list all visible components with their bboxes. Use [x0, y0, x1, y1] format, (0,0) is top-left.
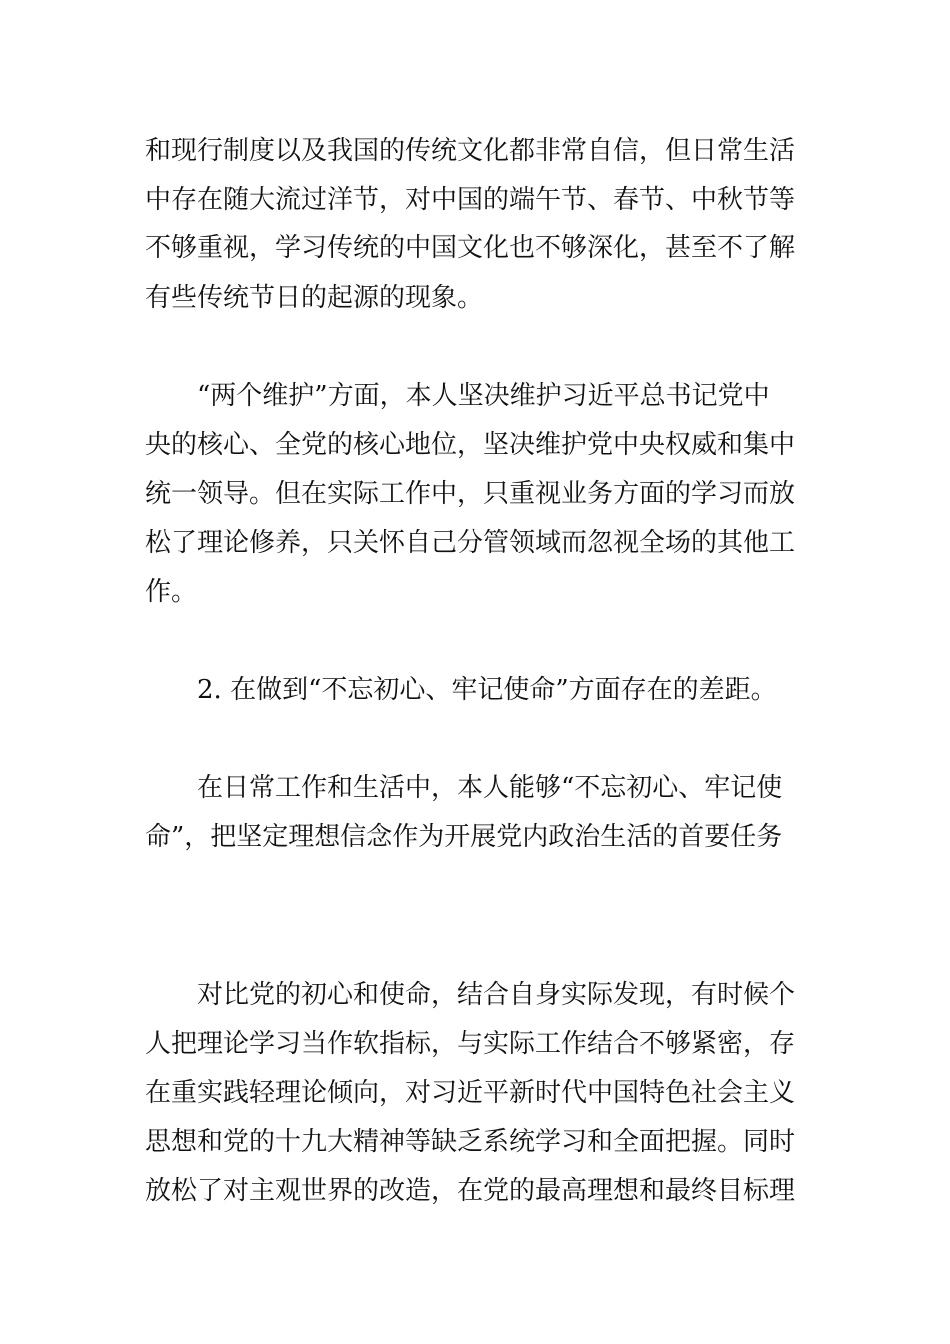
paragraph-2-line-1: “两个维护”方面，本人坚决维护习近平总书记党中 — [197, 381, 770, 411]
paragraph-4-line-4: 思想和党的十九大精神等缺乏系统学习和全面把握。同时 — [145, 1127, 796, 1157]
paragraph-4-line-2: 人把理论学习当作软指标，与实际工作结合不够紧密，存 — [145, 1029, 796, 1059]
paragraph-3-line-1: 在日常工作和生活中，本人能够“不忘初心、牢记使 — [197, 773, 783, 803]
paragraph-4-line-1: 对比党的初心和使命，结合自身实际发现，有时候个 — [197, 980, 796, 1010]
paragraph-2-line-4: 松了理论修养，只关怀自己分管领域而忽视全场的其他工 — [145, 528, 796, 558]
paragraph-4-line-3: 在重实践轻理论倾向，对习近平新时代中国特色社会主义 — [145, 1078, 796, 1108]
paragraph-1-line-1: 和现行制度以及我国的传统文化都非常自信，但日常生活 — [145, 136, 796, 166]
paragraph-2-line-2: 央的核心、全党的核心地位，坚决维护党中央权威和集中 — [145, 430, 796, 460]
section-heading: 2. 在做到“不忘初心、牢记使命”方面存在的差距。 — [197, 675, 777, 705]
paragraph-2-line-5: 作。 — [145, 577, 198, 607]
paragraph-4-line-5: 放松了对主观世界的改造，在党的最高理想和最终目标理 — [145, 1176, 796, 1206]
paragraph-2-line-3: 统一领导。但在实际工作中，只重视业务方面的学习而放 — [145, 479, 796, 509]
paragraph-1-line-3: 不够重视，学习传统的中国文化也不够深化，甚至不了解 — [145, 233, 796, 263]
paragraph-3-line-2: 命”，把坚定理想信念作为开展党内政治生活的首要任务 — [145, 822, 783, 852]
paragraph-1-line-4: 有些传统节日的起源的现象。 — [145, 283, 484, 313]
paragraph-1-line-2: 中存在随大流过洋节，对中国的端午节、春节、中秋节等 — [145, 185, 796, 215]
